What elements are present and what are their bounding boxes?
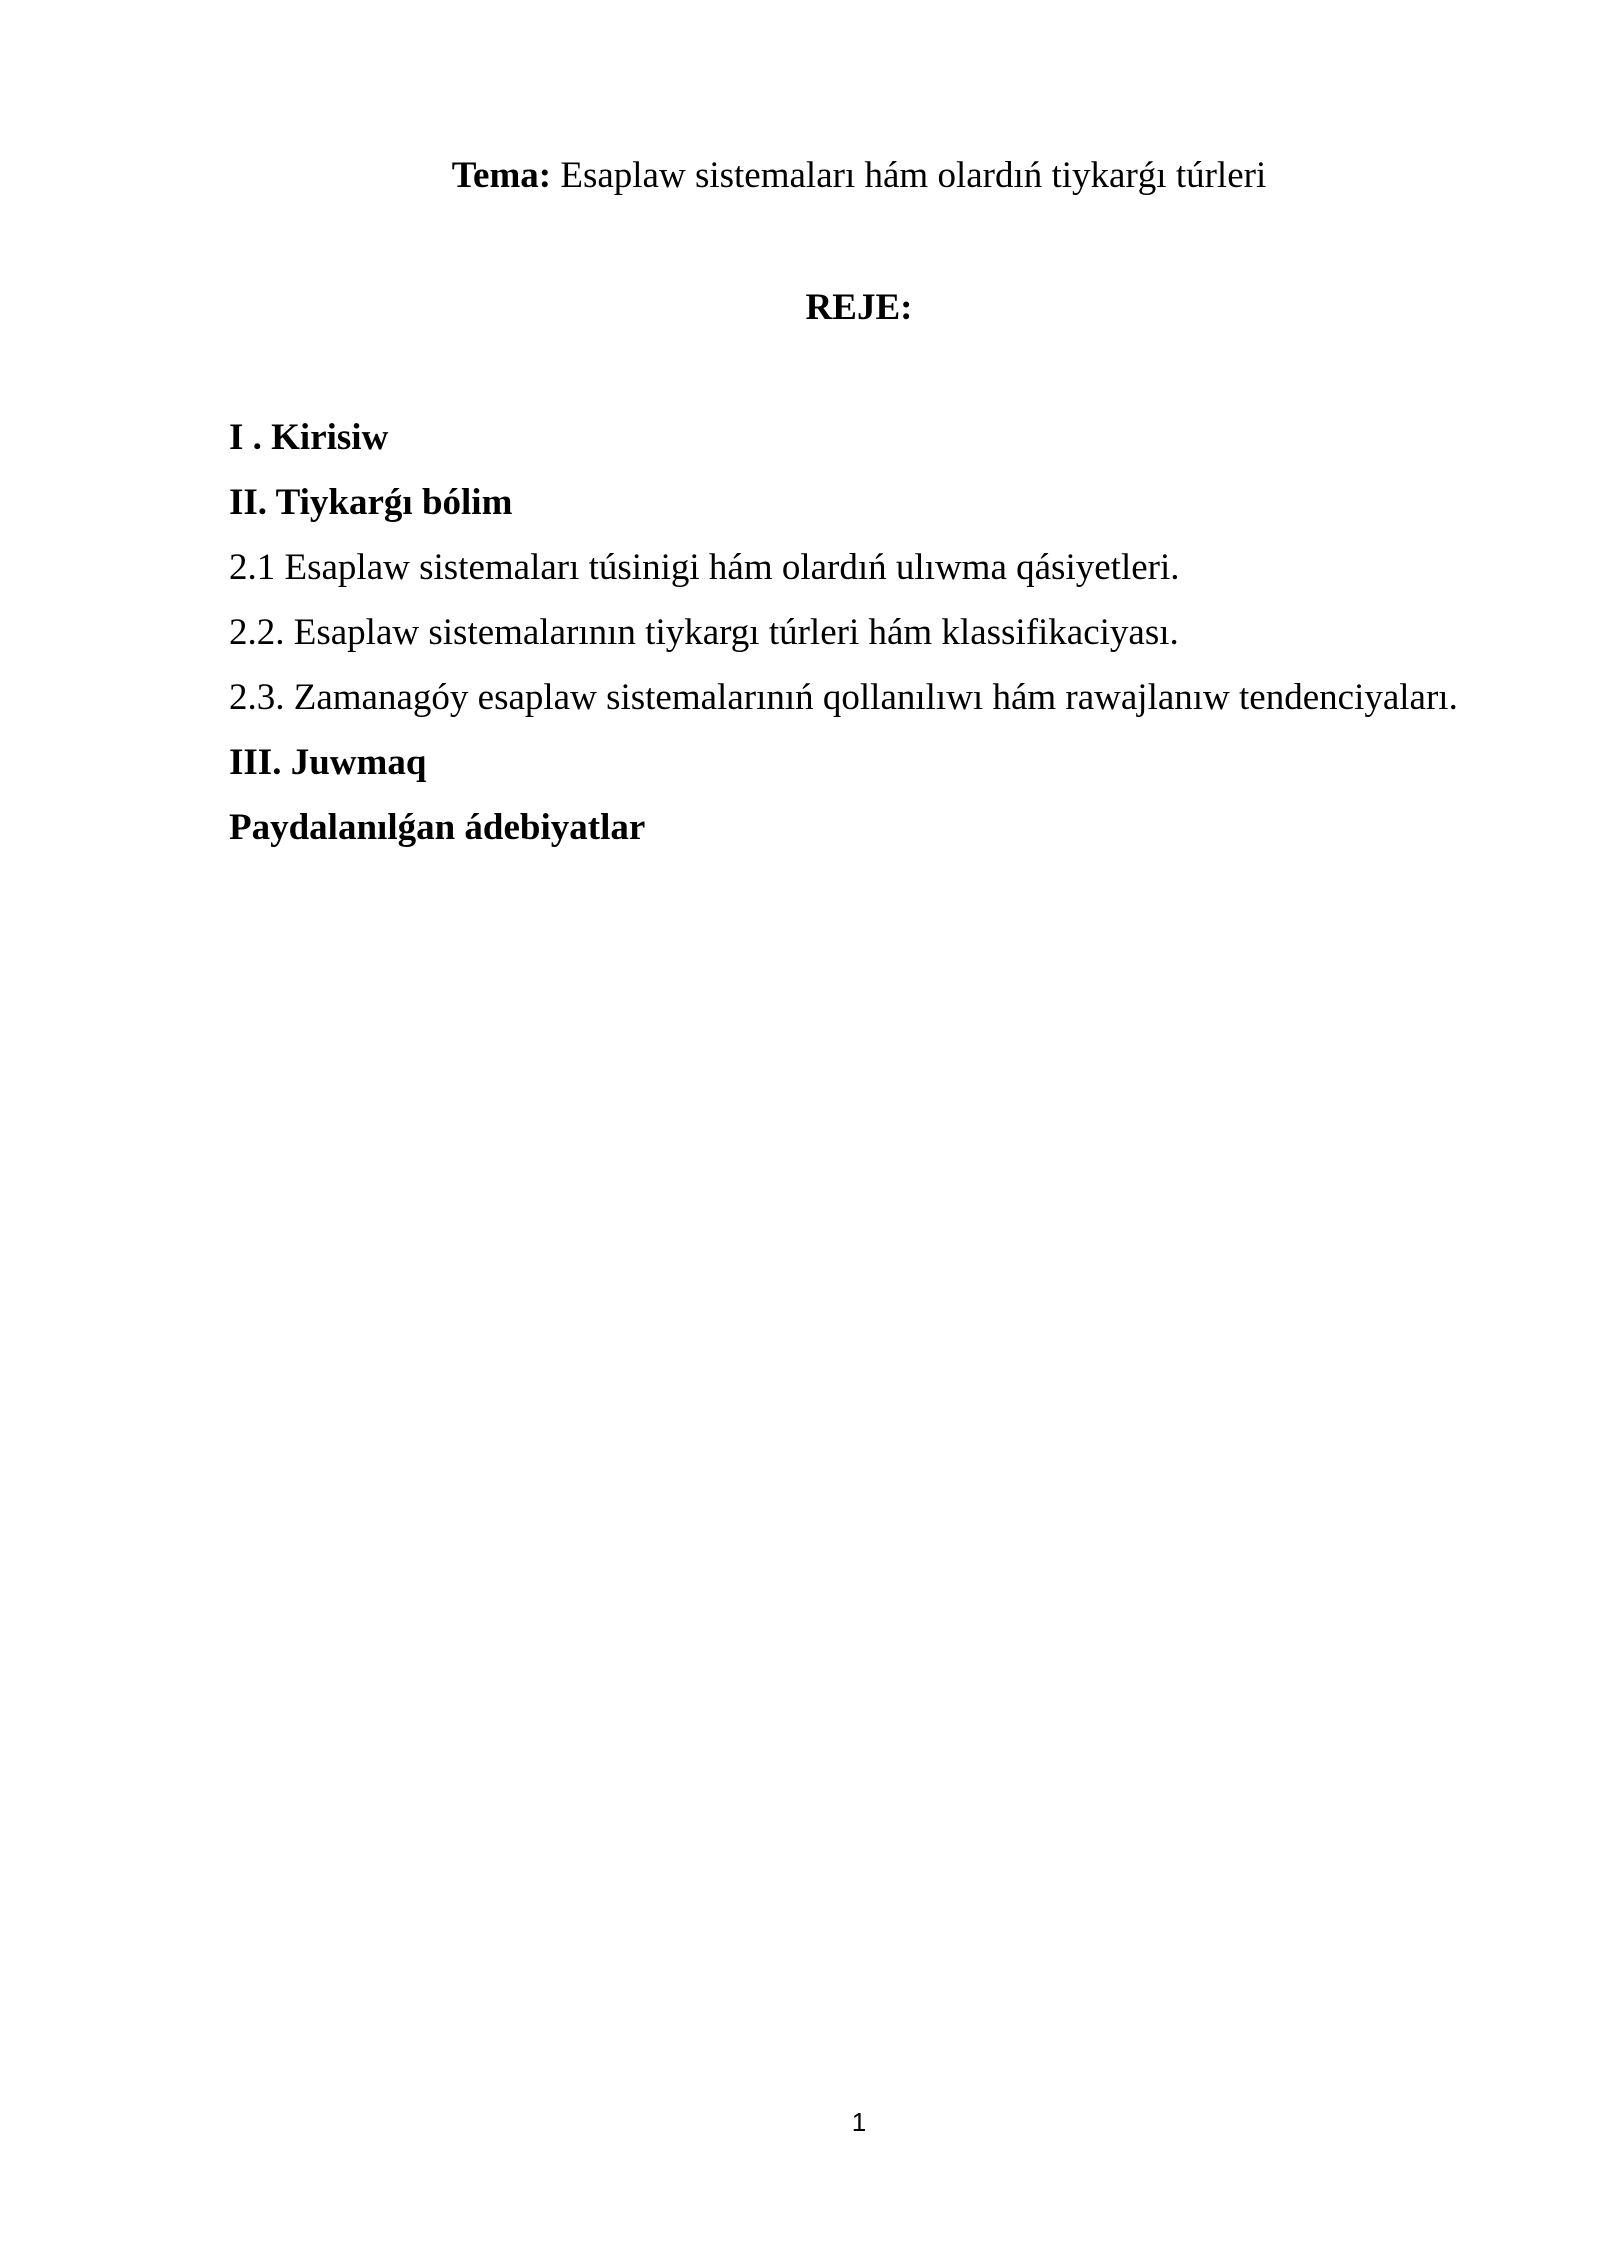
outline-item-2-2: 2.2. Esaplaw sistemalarının tiykargı túrleri hám klassifikaciyası. bbox=[229, 612, 1179, 653]
outline-item-2-3: 2.3. Zamanagóy esaplaw sistemalarınıń qollanılıwı hám rawajlanıw tendenciyaları. bbox=[229, 677, 1458, 718]
outline-item-introduction: I . Kirisiw bbox=[229, 417, 389, 458]
outline-item-references: Paydalanılǵan ádebiyatlar bbox=[229, 807, 646, 848]
document-title bbox=[0, 150, 1600, 202]
outline-item-main-part: II. Tiykarǵı bólim bbox=[229, 482, 513, 523]
page-number: 1 bbox=[851, 2107, 867, 2137]
plan-outline bbox=[229, 412, 1529, 867]
outline-item-conclusion: III. Juwmaq bbox=[229, 742, 427, 783]
plan-heading: REJE: bbox=[805, 287, 913, 328]
title-text: Esaplaw sistemaları hám olardıń tiykarǵı túrleri bbox=[551, 155, 1267, 196]
outline-item-2-1: 2.1 Esaplaw sistemaları túsinigi hám olardıń ulıwma qásiyetleri. bbox=[229, 547, 1180, 588]
title-label: Tema: bbox=[451, 155, 552, 196]
